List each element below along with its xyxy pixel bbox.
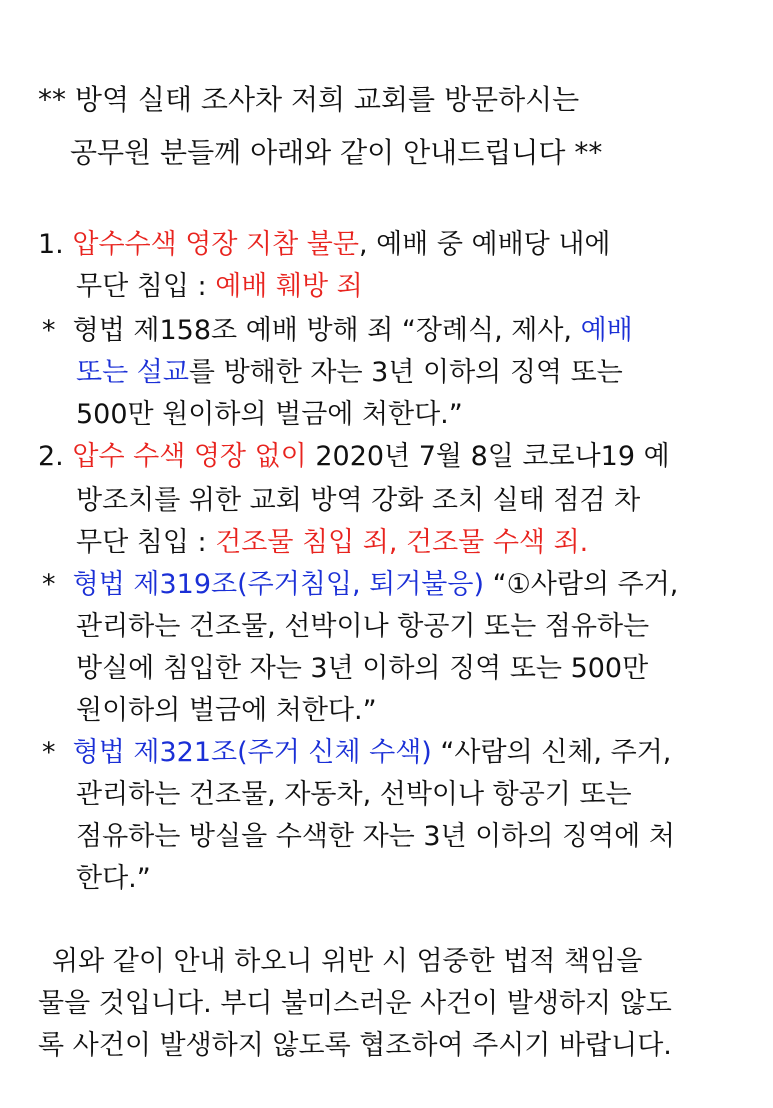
closing-line-3 [38,1026,672,1066]
item2-note1-blue: 형법 제319조(주거침입, 퇴거불응) [72,569,485,600]
closing-text-3: 록 사건이 발생하지 않도록 협조하여 주시기 바랍니다. [38,1030,672,1061]
item2-note2-line-3 [76,817,675,857]
notice-title-line-1 [38,80,579,120]
item2-line-3 [76,523,588,563]
item1-text-after: , 예배 중 예배당 내에 [358,229,611,260]
item2-note2-text-1: “사람의 신체, 주거, [431,737,672,768]
item1-note-bullet: * [42,315,56,346]
item2-note2-text-3: 점유하는 방실을 수색한 자는 3년 이하의 징역에 처 [76,821,675,852]
notice-title-text-2: 공무원 분들께 아래와 같이 안내드립니다 ** [70,136,603,169]
closing-line-1 [52,942,642,982]
item2-note2-line-1 [42,733,671,773]
notice-title-text-1: ** 방역 실태 조사차 저희 교회를 방문하시는 [38,83,580,116]
item2-note1-line-1 [42,565,678,605]
closing-text-1: 위와 같이 안내 하오니 위반 시 엄중한 법적 책임을 [52,946,643,977]
item2-note1-line-3 [76,649,648,689]
item2-note1-bullet: * [42,569,56,600]
item1-note-text-2: 를 방해한 자는 3년 이하의 징역 또는 [188,357,623,388]
item1-note-blue-1: 예배 [580,315,633,346]
item2-note2-text-2: 관리하는 건조물, 자동차, 선박이나 항공기 또는 [76,779,632,810]
item1-number: 1. [38,229,64,260]
item2-text-after: 2020년 7월 8일 코로나19 예 [306,441,670,472]
item2-note2-text-4: 한다.” [76,863,151,894]
item2-note2-line-4 [76,859,151,899]
item2-note1-line-2 [76,607,649,647]
item1-note-line-2 [76,353,623,393]
item2-note2-bullet: * [42,737,56,768]
item2-red-text: 압수 수색 영장 없이 [72,441,307,472]
item2-note1-text-3: 방실에 침입한 자는 3년 이하의 징역 또는 500만 [76,653,649,684]
item1-line2-red: 예배 훼방 죄 [215,271,363,302]
item2-note1-text-4: 원이하의 벌금에 처한다.” [76,695,377,726]
item2-note2-line-2 [76,775,632,815]
item1-red-text: 압수수색 영장 지참 불문 [72,229,359,260]
item2-note1-text-1: “①사람의 주거, [484,569,679,600]
closing-text-2: 물을 것입니다. 부디 불미스러운 사건이 발생하지 않도 [38,988,672,1019]
item2-note1-line-4 [76,691,377,731]
item1-note-text-1: 형법 제158조 예배 방해 죄 “장례식, 제사, [72,315,581,346]
item1-note-blue-2: 또는 설교 [76,357,189,388]
item1-note-line-1 [42,311,633,351]
item2-number: 2. [38,441,64,472]
item1-line2-prefix: 무단 침입 : [76,271,216,302]
notice-title-line-2 [70,133,602,173]
item2-note1-text-2: 관리하는 건조물, 선박이나 항공기 또는 점유하는 [76,611,650,642]
item1-note-line-3 [76,395,463,435]
item1-note-text-3: 500만 원이하의 벌금에 처한다.” [76,399,463,430]
item2-line3-red: 건조물 침입 죄, 건조물 수색 죄. [215,527,589,558]
item1-line-2 [76,267,363,307]
item1-line-1 [38,225,611,265]
closing-line-2 [38,984,672,1024]
item2-line2-text: 방조치를 위한 교회 방역 강화 조치 실태 점검 차 [76,485,641,516]
item2-line-1 [38,437,670,477]
item2-line3-prefix: 무단 침입 : [76,527,216,558]
item2-line-2 [76,481,640,521]
item2-note2-blue: 형법 제321조(주거 신체 수색) [72,737,432,768]
